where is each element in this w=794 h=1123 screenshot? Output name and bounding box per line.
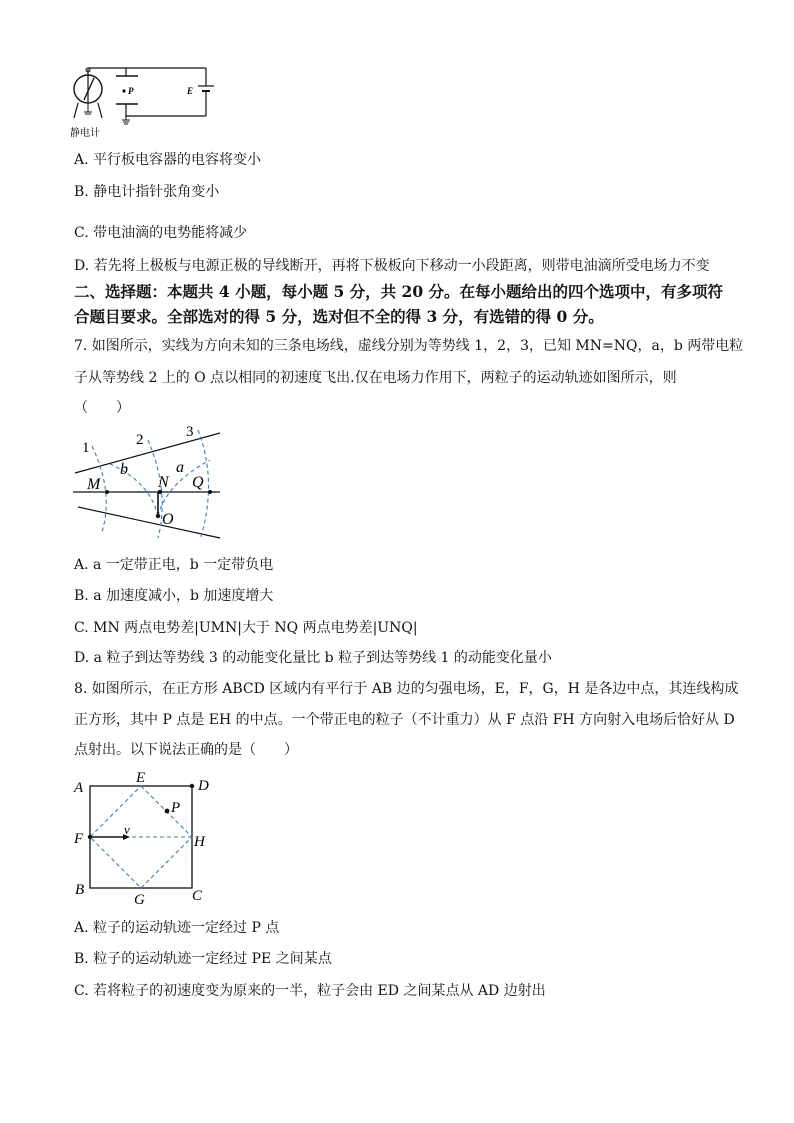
q8-option-b: B. 粒子的运动轨迹一定经过 PE 之间某点 [74,951,332,967]
capacitor-circuit-figure [66,62,216,142]
section2-header-line1: 二、选择题：本题共 4 小题，每小题 5 分，共 20 分。在每小题给出的四个选项中，有多项符 [74,282,724,301]
point-label-p: P [171,800,181,816]
q8-square-field-figure [70,766,220,908]
section2-header-line2: 合题目要求。全部选对的得 5 分，选对但不全的得 3 分，有选错的得 0 分。 [74,307,604,326]
q7-stem-line3: （ ） [74,400,130,416]
vertex-label-d: D [198,778,209,794]
midpoint-label-f: F [74,831,84,847]
q8-stem-line3: 点射出。以下说法正确的是（ ） [74,742,298,758]
q7-option-b: B. a 加速度减小，b 加速度增大 [74,588,274,604]
point-label-n: N [158,474,169,491]
point-label-m: M [87,476,101,493]
q8-stem-line2: 正方形，其中 P 点是 EH 的中点。一个带正电的粒子（不计重力）从 F 点沿 FH 方向射入电场后恰好从 D [74,712,735,728]
point-label-o: O [162,511,174,528]
q7-option-d: D. a 粒子到达等势线 3 的动能变化量比 b 粒子到达等势线 1 的动能变化量小 [74,650,552,666]
q8-stem-line1: 8. 如图所示，在正方形 ABCD 区域内有平行于 AB 边的匀强电场，E，F，G，H 是各边中点，其连线构成 [74,681,739,697]
equipotential-label-3: 3 [186,424,194,440]
velocity-label-v: v [124,822,130,837]
trajectory-label-b: b [120,461,128,478]
vertex-label-b: B [75,882,85,898]
label-e: E [187,86,194,96]
equipotential-label-1: 1 [82,440,90,456]
vertex-label-a: A [74,780,84,796]
q6-option-c: C. 带电油滴的电势能将减少 [74,225,248,241]
midpoint-label-h: H [194,834,205,850]
q6-option-a: A. 平行板电容器的电容将变小 [74,152,262,168]
equipotential-label-2: 2 [136,432,144,448]
q8-option-a: A. 粒子的运动轨迹一定经过 P 点 [74,920,280,936]
label-p: P [128,86,134,96]
q6-option-d: D. 若先将上极板与电源正极的导线断开，再将下极板向下移动一小段距离，则带电油滴所受电场力不变 [74,258,710,274]
electrometer-caption: 静电计 [70,128,100,139]
q6-option-b: B. 静电计指针张角变小 [74,184,220,200]
q7-field-lines-figure [70,422,230,544]
q7-stem-line1: 7. 如图所示，实线为方向未知的三条电场线，虚线分别为等势线 1，2，3，已知 MN=NQ，a，b 两带电粒 [74,338,744,354]
trajectory-label-a: a [176,459,184,476]
point-label-q: Q [192,474,204,491]
midpoint-label-g: G [134,892,145,908]
q7-option-a: A. a 一定带正电，b 一定带负电 [74,557,274,573]
vertex-label-c: C [192,888,203,904]
q7-option-c: C. MN 两点电势差|UMN|大于 NQ 两点电势差|UNQ| [74,620,418,636]
q8-option-c: C. 若将粒子的初速度变为原来的一半，粒子会由 ED 之间某点从 AD 边射出 [74,983,546,999]
midpoint-label-e: E [136,770,146,786]
q7-stem-line2: 子从等势线 2 上的 O 点以相同的初速度飞出.仅在电场力作用下，两粒子的运动轨迹如图所示，则 [74,370,677,386]
